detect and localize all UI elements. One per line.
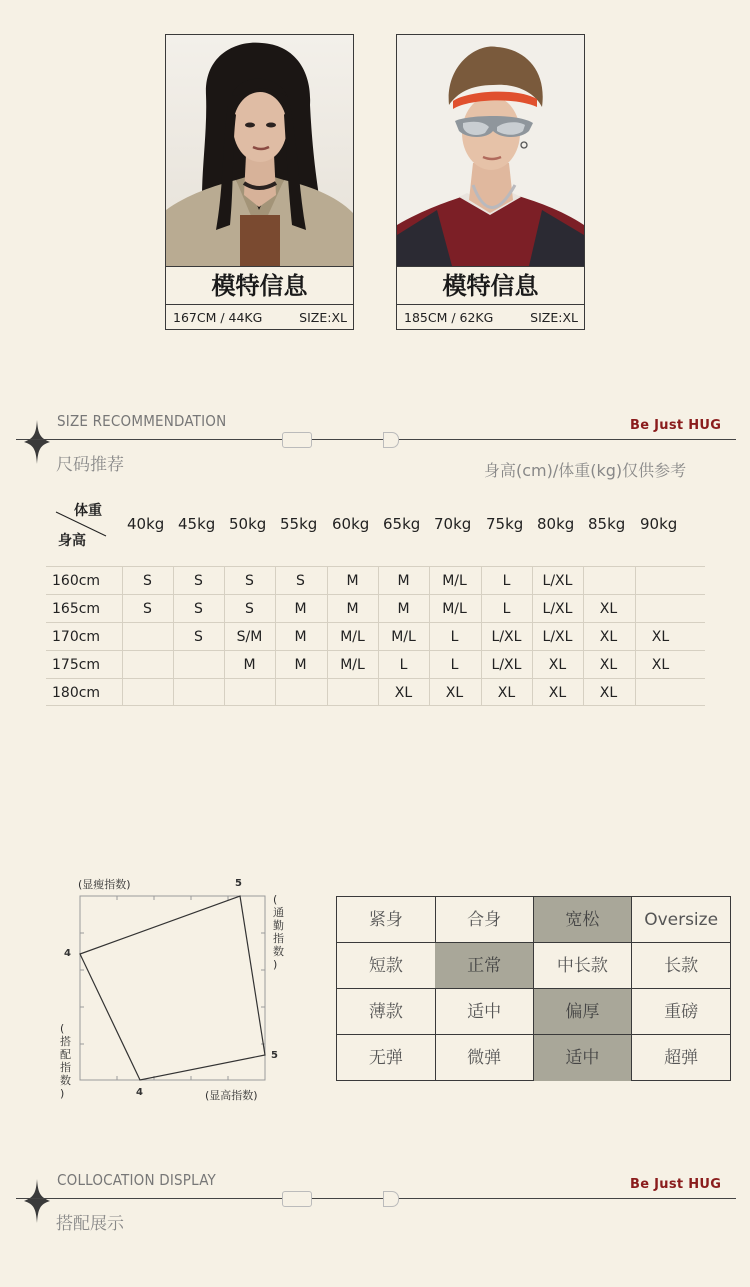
size-cell: XL	[599, 601, 618, 617]
size-cell: L/XL	[491, 629, 522, 645]
brand-logo: Be Just HUG	[630, 1177, 722, 1192]
table-row	[46, 678, 705, 707]
size-cell: S	[296, 573, 305, 589]
attribute-cell: 中长款	[534, 943, 633, 989]
size-cell: XL	[599, 685, 618, 701]
size-cell: M	[397, 601, 410, 617]
size-cell: M	[346, 601, 359, 617]
size-cell: M/L	[391, 629, 416, 645]
model-title: 模特信息	[397, 266, 584, 305]
weight-header-cell: 85kg	[588, 515, 626, 533]
table-column-divider	[635, 566, 636, 705]
height-cell: 160cm	[52, 573, 101, 589]
section-divider	[16, 1198, 736, 1199]
table-row	[46, 594, 705, 623]
brand-mark-icon	[383, 1191, 399, 1207]
attribute-cell: 适中	[435, 989, 534, 1035]
weight-header-cell: 50kg	[229, 515, 267, 533]
model-info	[397, 304, 584, 330]
size-cell: M/L	[340, 629, 365, 645]
table-column-divider	[429, 566, 430, 705]
size-cell: XL	[651, 629, 670, 645]
size-cell: XL	[599, 657, 618, 673]
match-index-value: 4	[64, 948, 71, 959]
brand-logo: Be Just HUG	[630, 418, 722, 433]
table-column-divider	[224, 566, 225, 705]
weight-header-cell: 60kg	[332, 515, 370, 533]
size-cell: M	[243, 657, 256, 673]
attribute-cell: 超弹	[664, 1048, 699, 1068]
commute-index-label: (通勤指数)	[273, 893, 284, 971]
size-cell: XL	[651, 657, 670, 673]
model-size: SIZE:XL	[299, 310, 347, 325]
size-cell: M/L	[442, 573, 467, 589]
size-cell: L/XL	[491, 657, 522, 673]
model-stats: 167CM / 44KG	[173, 310, 263, 325]
weight-header-cell: 70kg	[434, 515, 472, 533]
size-cell: S	[143, 601, 152, 617]
size-cell: S/M	[236, 629, 263, 645]
size-cell: L	[450, 657, 459, 673]
index-polygon	[80, 896, 265, 1080]
table-column-divider	[122, 566, 123, 705]
attribute-cell: Oversize	[632, 897, 731, 943]
attribute-cell: 微弹	[435, 1035, 534, 1081]
size-cell: S	[143, 573, 152, 589]
height-index-value: 4	[136, 1087, 143, 1098]
weight-header-cell: 45kg	[178, 515, 216, 533]
size-cell: M	[294, 657, 307, 673]
model-card-female	[165, 34, 354, 330]
size-cell: M/L	[442, 601, 467, 617]
size-cell: M/L	[340, 657, 365, 673]
fit-attribute-grid	[336, 896, 731, 1081]
size-cell: XL	[599, 629, 618, 645]
index-diagram	[60, 870, 300, 1110]
weight-header-cell: 80kg	[537, 515, 575, 533]
size-cell: S	[194, 601, 203, 617]
table-column-divider	[532, 566, 533, 705]
section-title-cn: 尺码推荐	[56, 455, 124, 475]
size-cell: L/XL	[542, 573, 573, 589]
attribute-cell: 薄款	[337, 989, 436, 1035]
size-cell: L/XL	[542, 601, 573, 617]
table-column-divider	[327, 566, 328, 705]
model-photo-male	[397, 35, 584, 266]
weight-header-cell: 90kg	[640, 515, 678, 533]
size-cell: M	[397, 573, 410, 589]
section-title-en: COLLOCATION DISPLAY	[57, 1171, 216, 1189]
attribute-cell-selected: 宽松	[534, 897, 633, 943]
attribute-cell: 合身	[435, 897, 534, 943]
brand-mark-icon	[282, 432, 312, 448]
model-stats: 185CM / 62KG	[404, 310, 494, 325]
corner-diagonal	[54, 510, 108, 538]
model-size: SIZE:XL	[530, 310, 578, 325]
size-cell: S	[245, 573, 254, 589]
height-axis-label: 身高	[58, 533, 86, 549]
model-info	[166, 304, 353, 330]
size-cell: S	[245, 601, 254, 617]
size-cell: M	[294, 629, 307, 645]
size-cell: XL	[394, 685, 413, 701]
table-column-divider	[173, 566, 174, 705]
size-cell: M	[294, 601, 307, 617]
attribute-cell: 长款	[632, 943, 731, 989]
size-cell: L/XL	[542, 629, 573, 645]
brand-mark-icon	[282, 1191, 312, 1207]
height-cell: 180cm	[52, 685, 101, 701]
model-title: 模特信息	[166, 266, 353, 305]
size-cell: XL	[548, 685, 567, 701]
weight-header-cell: 65kg	[383, 515, 421, 533]
size-cell: M	[346, 573, 359, 589]
table-column-divider	[378, 566, 379, 705]
height-index-label: (显高指数)	[205, 1089, 258, 1102]
size-note: 身高(cm)/体重(kg)仅供参考	[484, 461, 687, 480]
size-cell: XL	[497, 685, 516, 701]
height-cell: 165cm	[52, 601, 101, 617]
attribute-cell: 重磅	[632, 989, 731, 1035]
attribute-cell-selected: 适中	[534, 1035, 633, 1081]
table-column-divider	[275, 566, 276, 705]
size-cell: S	[194, 629, 203, 645]
size-cell: XL	[548, 657, 567, 673]
section-title-cn: 搭配展示	[56, 1214, 124, 1234]
size-cell: XL	[445, 685, 464, 701]
table-bottom-border	[46, 705, 705, 706]
attribute-cell: 无弹	[337, 1035, 436, 1081]
weight-header-cell: 55kg	[280, 515, 318, 533]
sparkle-icon	[22, 1175, 52, 1227]
slim-index-label: (显瘦指数)	[78, 878, 131, 891]
section-divider	[16, 439, 736, 440]
attribute-cell-selected: 正常	[435, 943, 534, 989]
height-cell: 175cm	[52, 657, 101, 673]
attribute-cell: 短款	[337, 943, 436, 989]
size-cell: L	[502, 573, 511, 589]
sparkle-icon	[22, 416, 52, 468]
table-row	[46, 566, 705, 595]
size-cell: L	[450, 629, 459, 645]
slim-index-value: 5	[235, 878, 242, 889]
size-cell: L	[502, 601, 511, 617]
section-title-en: SIZE RECOMMENDATION	[57, 412, 227, 430]
weight-header-cell: 75kg	[486, 515, 524, 533]
match-index-label: (搭配指数)	[60, 1022, 71, 1100]
weight-header-cell: 40kg	[127, 515, 165, 533]
model-card-male	[396, 34, 585, 330]
table-column-divider	[583, 566, 584, 705]
commute-index-value: 5	[271, 1050, 278, 1061]
height-cell: 170cm	[52, 629, 101, 645]
size-cell: S	[194, 573, 203, 589]
brand-mark-icon	[383, 432, 399, 448]
table-column-divider	[481, 566, 482, 705]
table-row	[46, 650, 705, 679]
weight-axis-label: 体重	[74, 503, 102, 519]
attribute-cell: 紧身	[337, 897, 436, 943]
table-row	[46, 622, 705, 651]
model-photo-female	[166, 35, 353, 266]
size-cell: L	[399, 657, 408, 673]
attribute-cell-selected: 偏厚	[534, 989, 633, 1035]
